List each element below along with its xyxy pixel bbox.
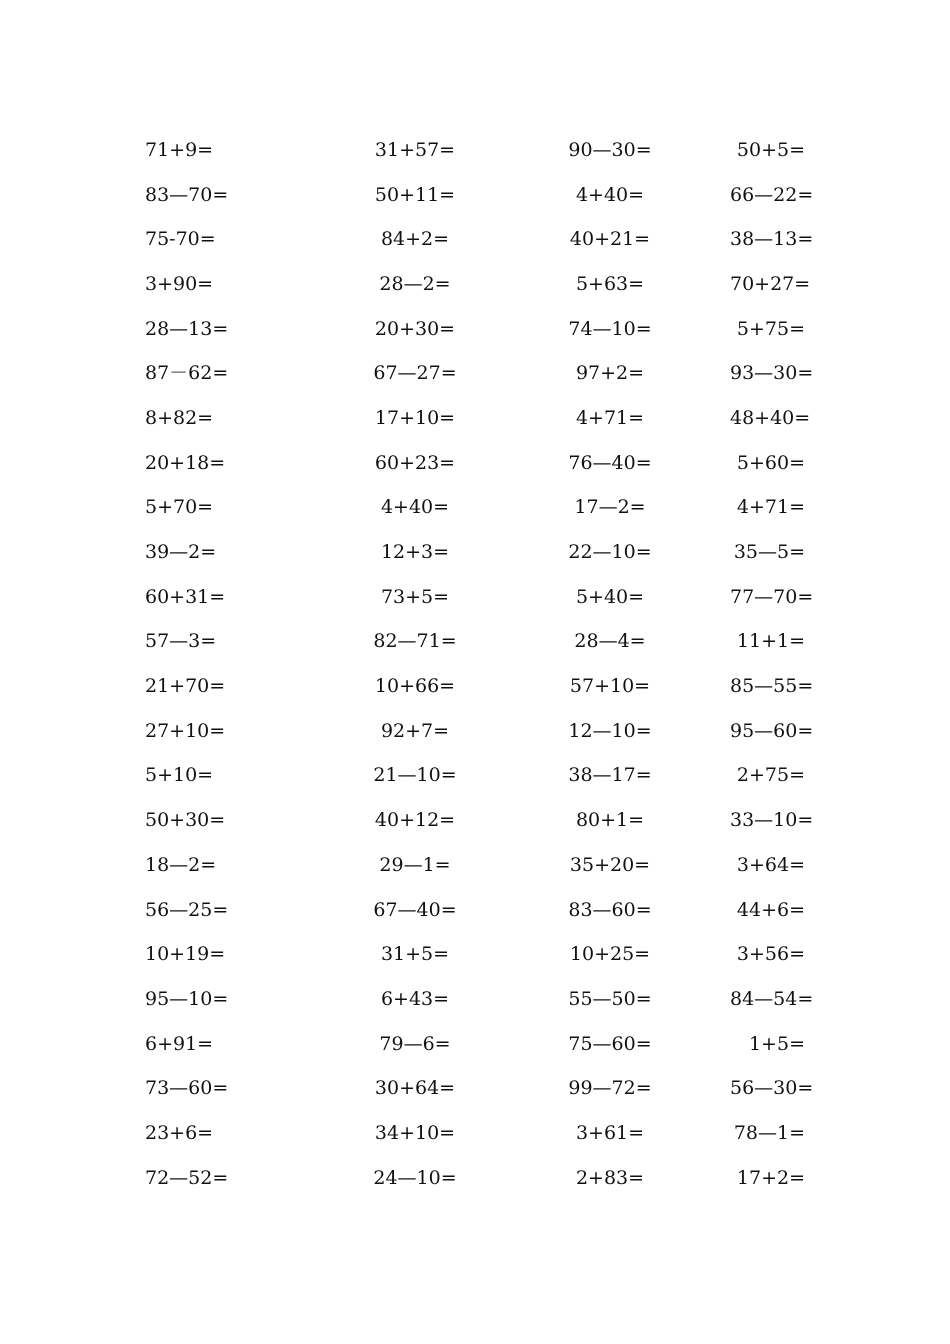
problem-row	[145, 351, 814, 396]
math-problem: 29—1=	[379, 853, 451, 876]
math-problem: 18—2=	[145, 853, 217, 876]
math-problem: 24—10=	[373, 1166, 457, 1189]
math-problem: 12+3=	[380, 541, 450, 564]
math-problem: 80+1=	[575, 809, 645, 832]
math-problem: 40+12=	[374, 809, 456, 832]
math-problem: 78—1=	[733, 1121, 805, 1144]
math-problem: 33—10=	[730, 809, 814, 832]
problem-row	[145, 664, 814, 709]
math-problem: 28—13=	[145, 317, 229, 340]
math-problem: 48+40=	[730, 406, 811, 429]
math-problem: 4+71=	[575, 406, 645, 429]
problem-row	[145, 620, 805, 665]
math-problem: 3+64=	[736, 853, 805, 876]
math-problem: 75—60=	[568, 1032, 652, 1055]
math-problem: 70+27=	[730, 272, 811, 295]
math-problem: 72—52=	[145, 1166, 229, 1189]
math-problem: 99—72=	[568, 1077, 652, 1100]
math-problem: 8+82=	[145, 406, 214, 429]
math-problem: 57—3=	[145, 630, 217, 653]
math-problem: 75-70=	[145, 228, 216, 251]
problem-row	[145, 1066, 814, 1111]
problem-row	[145, 173, 814, 218]
math-problem: 97+2=	[575, 362, 645, 385]
math-problem: 5+60=	[736, 451, 805, 474]
problem-row	[145, 128, 805, 173]
problem-row	[145, 530, 805, 575]
math-problem: 85—55=	[730, 675, 814, 698]
math-problem: 92+7=	[380, 719, 450, 742]
math-problem: 87－62=	[145, 362, 229, 385]
problem-row	[145, 396, 811, 441]
math-problem: 27+10=	[145, 719, 226, 742]
problem-row	[145, 1022, 805, 1067]
math-problem: 20+18=	[145, 451, 226, 474]
problem-row	[145, 932, 805, 977]
math-problem: 76—40=	[568, 451, 652, 474]
math-problem: 40+21=	[569, 228, 651, 251]
problem-row	[145, 888, 805, 933]
math-problem: 35+20=	[569, 853, 651, 876]
math-problem: 57+10=	[569, 675, 651, 698]
math-problem: 50+5=	[736, 138, 805, 161]
math-problem: 10+19=	[145, 943, 226, 966]
math-problem: 17+10=	[374, 406, 456, 429]
problem-row	[145, 575, 814, 620]
problem-row	[145, 262, 811, 307]
problem-row	[145, 843, 805, 888]
math-problem: 84+2=	[380, 228, 450, 251]
math-problem: 30+64=	[374, 1077, 456, 1100]
math-problem: 55—50=	[568, 987, 652, 1010]
math-problem: 95—60=	[730, 719, 814, 742]
math-problem: 17—2=	[574, 496, 646, 519]
math-problem: 50+30=	[145, 809, 226, 832]
math-problem: 50+11=	[374, 183, 456, 206]
math-problem: 95—10=	[145, 987, 229, 1010]
math-problem: 6+43=	[380, 987, 450, 1010]
problem-row	[145, 441, 805, 486]
math-problem: 3+61=	[575, 1121, 645, 1144]
math-problem: 5+10=	[145, 764, 214, 787]
math-problem: 31+57=	[374, 138, 456, 161]
math-problem: 4+40=	[380, 496, 450, 519]
math-problem: 38—17=	[568, 764, 652, 787]
math-problem: 83—70=	[145, 183, 229, 206]
math-problem: 21—10=	[373, 764, 457, 787]
problem-grid	[145, 128, 814, 1201]
math-problem: 10+25=	[569, 943, 651, 966]
problem-row	[145, 307, 805, 352]
math-problem: 93—30=	[730, 362, 814, 385]
math-problem: 83—60=	[568, 898, 652, 921]
math-problem: 73—60=	[145, 1077, 229, 1100]
math-problem: 56—30=	[730, 1077, 814, 1100]
math-problem: 66—22=	[730, 183, 814, 206]
math-problem: 44+6=	[736, 898, 805, 921]
math-problem: 12—10=	[568, 719, 652, 742]
math-problem: 73+5=	[380, 585, 450, 608]
math-problem: 2+83=	[575, 1166, 645, 1189]
math-problem: 39—2=	[145, 541, 217, 564]
math-problem: 23+6=	[145, 1121, 214, 1144]
math-problem: 90—30=	[568, 138, 652, 161]
math-problem: 67—40=	[373, 898, 457, 921]
math-problem: 34+10=	[374, 1121, 456, 1144]
math-problem: 77—70=	[730, 585, 814, 608]
math-problem: 28—4=	[574, 630, 646, 653]
math-problem: 5+40=	[575, 585, 645, 608]
math-problem: 17+2=	[736, 1166, 805, 1189]
math-problem: 74—10=	[568, 317, 652, 340]
problem-row	[145, 798, 814, 843]
problem-row	[145, 977, 814, 1022]
math-problem: 1+5=	[748, 1032, 805, 1055]
math-problem: 56—25=	[145, 898, 229, 921]
math-problem: 82—71=	[373, 630, 457, 653]
math-problem: 10+66=	[374, 675, 456, 698]
math-problem: 4+40=	[575, 183, 645, 206]
math-problem: 84—54=	[730, 987, 814, 1010]
math-problem: 6+91=	[145, 1032, 214, 1055]
math-problem: 28—2=	[379, 272, 451, 295]
math-problem: 11+1=	[736, 630, 805, 653]
math-problem: 5+70=	[145, 496, 214, 519]
math-problem: 31+5=	[380, 943, 450, 966]
problem-row	[145, 709, 814, 754]
math-problem: 22—10=	[568, 541, 652, 564]
math-problem: 20+30=	[374, 317, 456, 340]
problem-row	[145, 1156, 805, 1201]
math-problem: 4+71=	[736, 496, 805, 519]
math-problem: 5+63=	[575, 272, 645, 295]
math-problem: 35—5=	[733, 541, 805, 564]
math-problem: 3+56=	[736, 943, 805, 966]
problem-row	[145, 1111, 805, 1156]
math-problem: 67—27=	[373, 362, 457, 385]
math-problem: 71+9=	[145, 138, 214, 161]
math-problem: 38—13=	[730, 228, 814, 251]
math-problem: 60+23=	[374, 451, 456, 474]
math-problem: 79—6=	[379, 1032, 451, 1055]
math-problem: 2+75=	[736, 764, 805, 787]
math-problem: 21+70=	[145, 675, 226, 698]
math-problem: 60+31=	[145, 585, 226, 608]
math-problem: 5+75=	[736, 317, 805, 340]
problem-row	[145, 754, 805, 799]
math-problem: 3+90=	[145, 272, 214, 295]
problem-row	[145, 217, 814, 262]
problem-row	[145, 486, 805, 531]
